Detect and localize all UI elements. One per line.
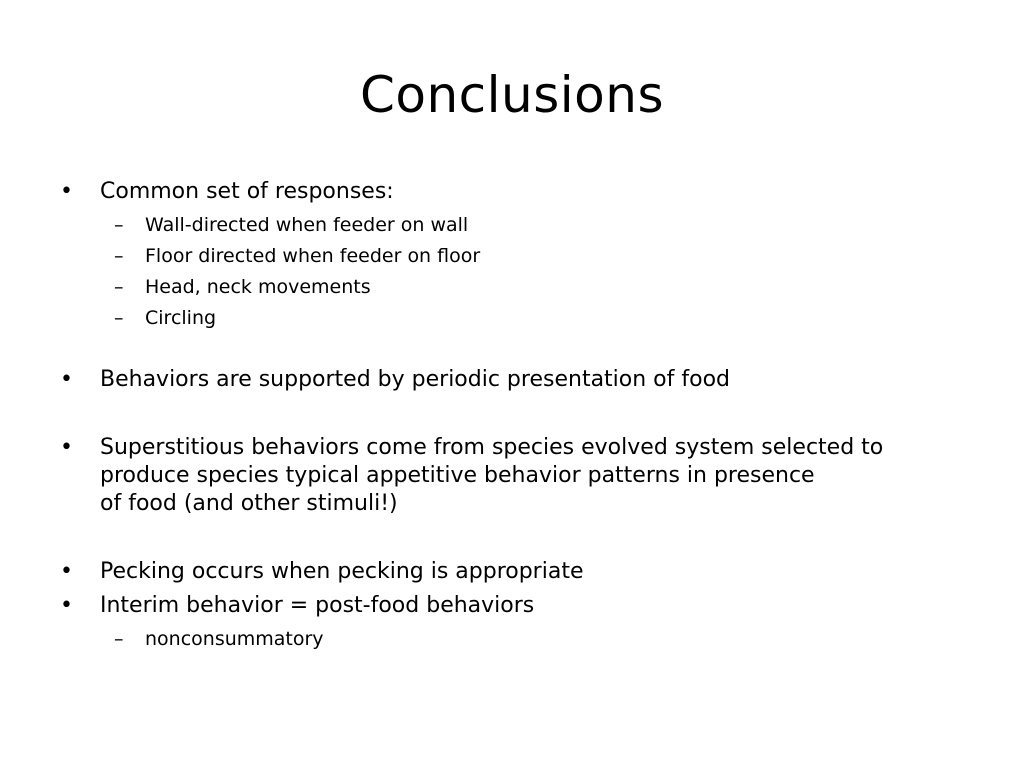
- bullet-item-superstitious: [58, 434, 978, 518]
- bullet-marker: •: [60, 179, 73, 204]
- sub-item-nonconsummatory: [100, 624, 978, 655]
- sub-item-text: Wall-directed when feeder on wall: [145, 214, 469, 236]
- bullet-item-common-responses: [58, 178, 978, 334]
- bullet-marker: •: [60, 593, 73, 618]
- bullet-text: Behaviors are supported by periodic presentation of food: [100, 367, 731, 392]
- dash-marker: –: [114, 245, 124, 267]
- bullet-text-line-2: produce species typical appetitive behavior patterns in presence: [100, 463, 815, 488]
- sub-item-text: nonconsummatory: [145, 628, 324, 650]
- sub-item-text: Floor directed when feeder on floor: [145, 245, 481, 267]
- sub-item-text: Circling: [145, 307, 217, 329]
- bullet-text: Pecking occurs when pecking is appropriate: [100, 559, 584, 584]
- sub-item-wall-directed: [100, 210, 978, 241]
- bullet-item-pecking: [58, 558, 978, 586]
- slide-title: Conclusions: [359, 66, 665, 124]
- bullet-item-periodic-food: [58, 366, 978, 394]
- bullet-text-line-1: Superstitious behaviors come from species evolved system selected to: [100, 435, 884, 460]
- bullet-marker: •: [60, 559, 73, 584]
- sub-item-floor-directed: [100, 241, 978, 272]
- bullet-marker: •: [60, 367, 73, 392]
- sub-item-head-neck: [100, 272, 978, 303]
- bullet-item-interim: [58, 592, 978, 655]
- sub-item-circling: [100, 303, 978, 334]
- bullet-text-line-3: of food (and other stimuli!): [100, 491, 398, 516]
- dash-marker: –: [114, 628, 124, 650]
- sub-list: [100, 210, 978, 334]
- dash-marker: –: [114, 214, 124, 236]
- bullet-marker: •: [60, 435, 73, 460]
- dash-marker: –: [114, 276, 124, 298]
- bullet-list: [58, 178, 978, 655]
- bullet-text: Interim behavior = post-food behaviors: [100, 593, 535, 618]
- sub-list: [100, 624, 978, 655]
- bullet-text: Common set of responses:: [100, 179, 394, 204]
- sub-item-text: Head, neck movements: [145, 276, 371, 298]
- dash-marker: –: [114, 307, 124, 329]
